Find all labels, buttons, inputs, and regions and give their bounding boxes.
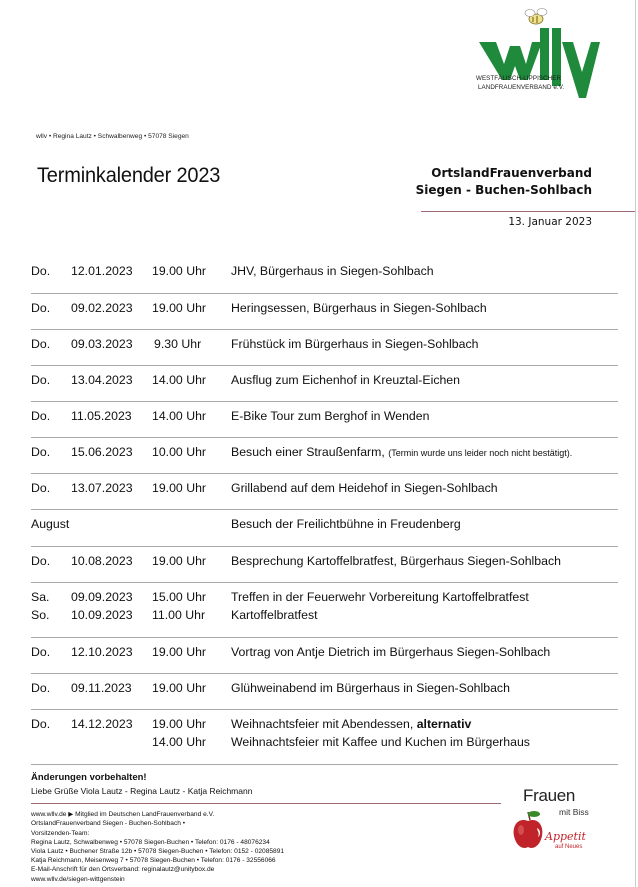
wllv-logo	[476, 4, 601, 104]
event-day: Do.	[31, 264, 51, 278]
badge-appetit-sub: auf Neues	[555, 844, 583, 850]
document-date: 13. Januar 2023	[508, 216, 592, 228]
event-date: 13.04.2023	[71, 373, 133, 387]
event-time-2: 14.00 Uhr	[152, 735, 207, 749]
event-description-text: Weihnachtsfeier mit Abendessen,	[231, 717, 414, 731]
event-date: 09.03.2023	[71, 337, 133, 351]
event-date: 15.06.2023	[71, 445, 133, 459]
badge-appetit: Appetit	[545, 830, 586, 843]
footer-line: Vorsitzenden-Team:	[31, 830, 90, 837]
event-time: 14.00 Uhr	[152, 409, 207, 423]
page-edge	[635, 0, 636, 887]
row-divider	[31, 365, 618, 366]
event-time: 9.30 Uhr	[154, 337, 202, 351]
event-day: Do.	[31, 717, 51, 731]
event-time: 19.00 Uhr	[152, 301, 207, 315]
event-description: Vortrag von Antje Dietrich im Bürgerhaus Siegen-Sohlbach	[231, 645, 551, 659]
logo-subline-1: WESTFÄLISCH-LIPPISCHER	[476, 75, 562, 82]
event-day: Do.	[31, 481, 51, 495]
sender-line: wllv • Regina Lautz • Schwalbenweg • 57078 Siegen	[36, 133, 189, 140]
event-description: Ausflug zum Eichenhof in Kreuztal-Eichen	[231, 373, 460, 387]
event-time-2: 11.00 Uhr	[152, 608, 206, 622]
row-divider	[31, 509, 618, 510]
footer-line: E-Mail-Anschrift für den Ortsverband: reginalautz@unitybox.de	[31, 866, 215, 873]
event-note: (Termin wurde uns leider noch nicht bestätigt).	[388, 448, 573, 458]
event-description	[231, 715, 471, 733]
event-time: 19.00 Uhr	[152, 554, 207, 568]
event-day: Do.	[31, 645, 51, 659]
event-time: 19.00 Uhr	[152, 645, 207, 659]
event-time: 10.00 Uhr	[152, 445, 207, 459]
frauen-mit-biss-logo	[508, 786, 588, 881]
event-description: Grillabend auf dem Heidehof in Siegen-Sohlbach	[231, 481, 498, 495]
event-date: 09.11.2023	[71, 681, 132, 695]
row-divider	[31, 293, 618, 294]
event-day: Do.	[31, 554, 51, 568]
event-description	[231, 443, 572, 462]
row-divider	[31, 764, 618, 765]
event-description: Glühweinabend im Bürgerhaus in Siegen-Sohlbach	[231, 681, 510, 695]
event-description-bold: alternativ	[416, 717, 472, 731]
event-description: Heringsessen, Bürgerhaus in Siegen-Sohlbach	[231, 301, 487, 315]
event-date: 13.07.2023	[71, 481, 133, 495]
event-date: 14.12.2023	[71, 717, 133, 731]
event-day: Do.	[31, 445, 51, 459]
badge-title: Frauen	[523, 786, 576, 805]
event-date-2: 10.09.2023	[71, 608, 133, 622]
event-description: E-Bike Tour zum Berghof in Wenden	[231, 409, 430, 423]
logo-subline-2: LANDFRAUENVERBAND e.V.	[478, 84, 565, 91]
page-title: Terminkalender 2023	[37, 163, 221, 187]
event-date: 11.05.2023	[71, 409, 132, 423]
event-date: 09.09.2023	[71, 590, 133, 604]
event-time: 19.00 Uhr	[152, 717, 207, 731]
badge-subtitle: mit Biss	[559, 807, 589, 817]
row-divider	[31, 401, 618, 402]
event-time: 19.00 Uhr	[152, 681, 207, 695]
org-name-line-1: OrtslandFrauenverband	[431, 166, 592, 180]
row-divider	[31, 546, 618, 547]
event-day: Do.	[31, 681, 51, 695]
row-divider	[31, 329, 618, 330]
footer-line: www.wllv.de ▶ Mitglied im Deutschen LandFrauenverband e.V.	[31, 811, 215, 818]
greeting: Liebe Grüße Viola Lautz - Regina Lautz - Katja Reichmann	[31, 786, 253, 796]
org-divider	[421, 211, 636, 212]
event-time: 19.00 Uhr	[152, 481, 207, 495]
row-divider	[31, 637, 618, 638]
event-description: Besprechung Kartoffelbratfest, Bürgerhaus Siegen-Sohlbach	[231, 554, 561, 568]
footer-line: Katja Reichmann, Meisenweg 7 • 57078 Siegen-Buchen • Telefon: 0176 - 32556066	[31, 857, 276, 864]
footer-line: OrtslandFrauenverband Siegen - Buchen-Sohlbach •	[31, 820, 186, 827]
event-day: Do.	[31, 373, 51, 387]
footer-line: www.wllv.de/siegen-wittgenstein	[31, 876, 125, 883]
event-date: 12.10.2023	[71, 645, 133, 659]
row-divider	[31, 709, 618, 710]
apple-icon	[510, 808, 546, 852]
event-description: Besuch der Freilichtbühne in Freudenberg	[231, 517, 461, 531]
event-date: 09.02.2023	[71, 301, 133, 315]
changes-notice: Änderungen vorbehalten!	[31, 772, 147, 783]
event-description-text: Besuch einer Straußenfarm,	[231, 445, 385, 459]
event-description: JHV, Bürgerhaus in Siegen-Sohlbach	[231, 264, 434, 278]
event-description: Frühstück im Bürgerhaus in Siegen-Sohlbach	[231, 337, 479, 351]
event-time: 14.00 Uhr	[152, 373, 207, 387]
event-time: 19.00 Uhr	[152, 264, 207, 278]
event-date: 12.01.2023	[71, 264, 133, 278]
row-divider	[31, 473, 618, 474]
event-description-2: Kartoffelbratfest	[231, 608, 318, 622]
footer-divider	[31, 803, 501, 804]
footer-line: Regina Lautz, Schwalbenweg • 57078 Siegen-Buchen • Telefon: 0176 - 48076234	[31, 839, 270, 846]
event-day: Do.	[31, 337, 51, 351]
row-divider	[31, 673, 618, 674]
event-description-2: Weihnachtsfeier mit Kaffee und Kuchen im Bürgerhaus	[231, 735, 530, 749]
row-divider	[31, 437, 618, 438]
event-month: August	[31, 517, 70, 531]
event-day-2: So.	[31, 608, 50, 622]
event-day: Sa.	[31, 590, 50, 604]
event-time: 15.00 Uhr	[152, 590, 207, 604]
org-name-line-2: Siegen - Buchen-Sohlbach	[415, 183, 592, 197]
event-day: Do.	[31, 301, 51, 315]
row-divider	[31, 582, 618, 583]
event-date: 10.08.2023	[71, 554, 133, 568]
bee-icon	[525, 9, 547, 25]
event-description: Treffen in der Feuerwehr Vorbereitung Kartoffelbratfest	[231, 590, 529, 604]
footer-line: Viola Lautz • Buchener Straße 12b • 57078 Siegen-Buchen • Telefon: 0152 - 02085891	[31, 848, 285, 855]
event-day: Do.	[31, 409, 51, 423]
